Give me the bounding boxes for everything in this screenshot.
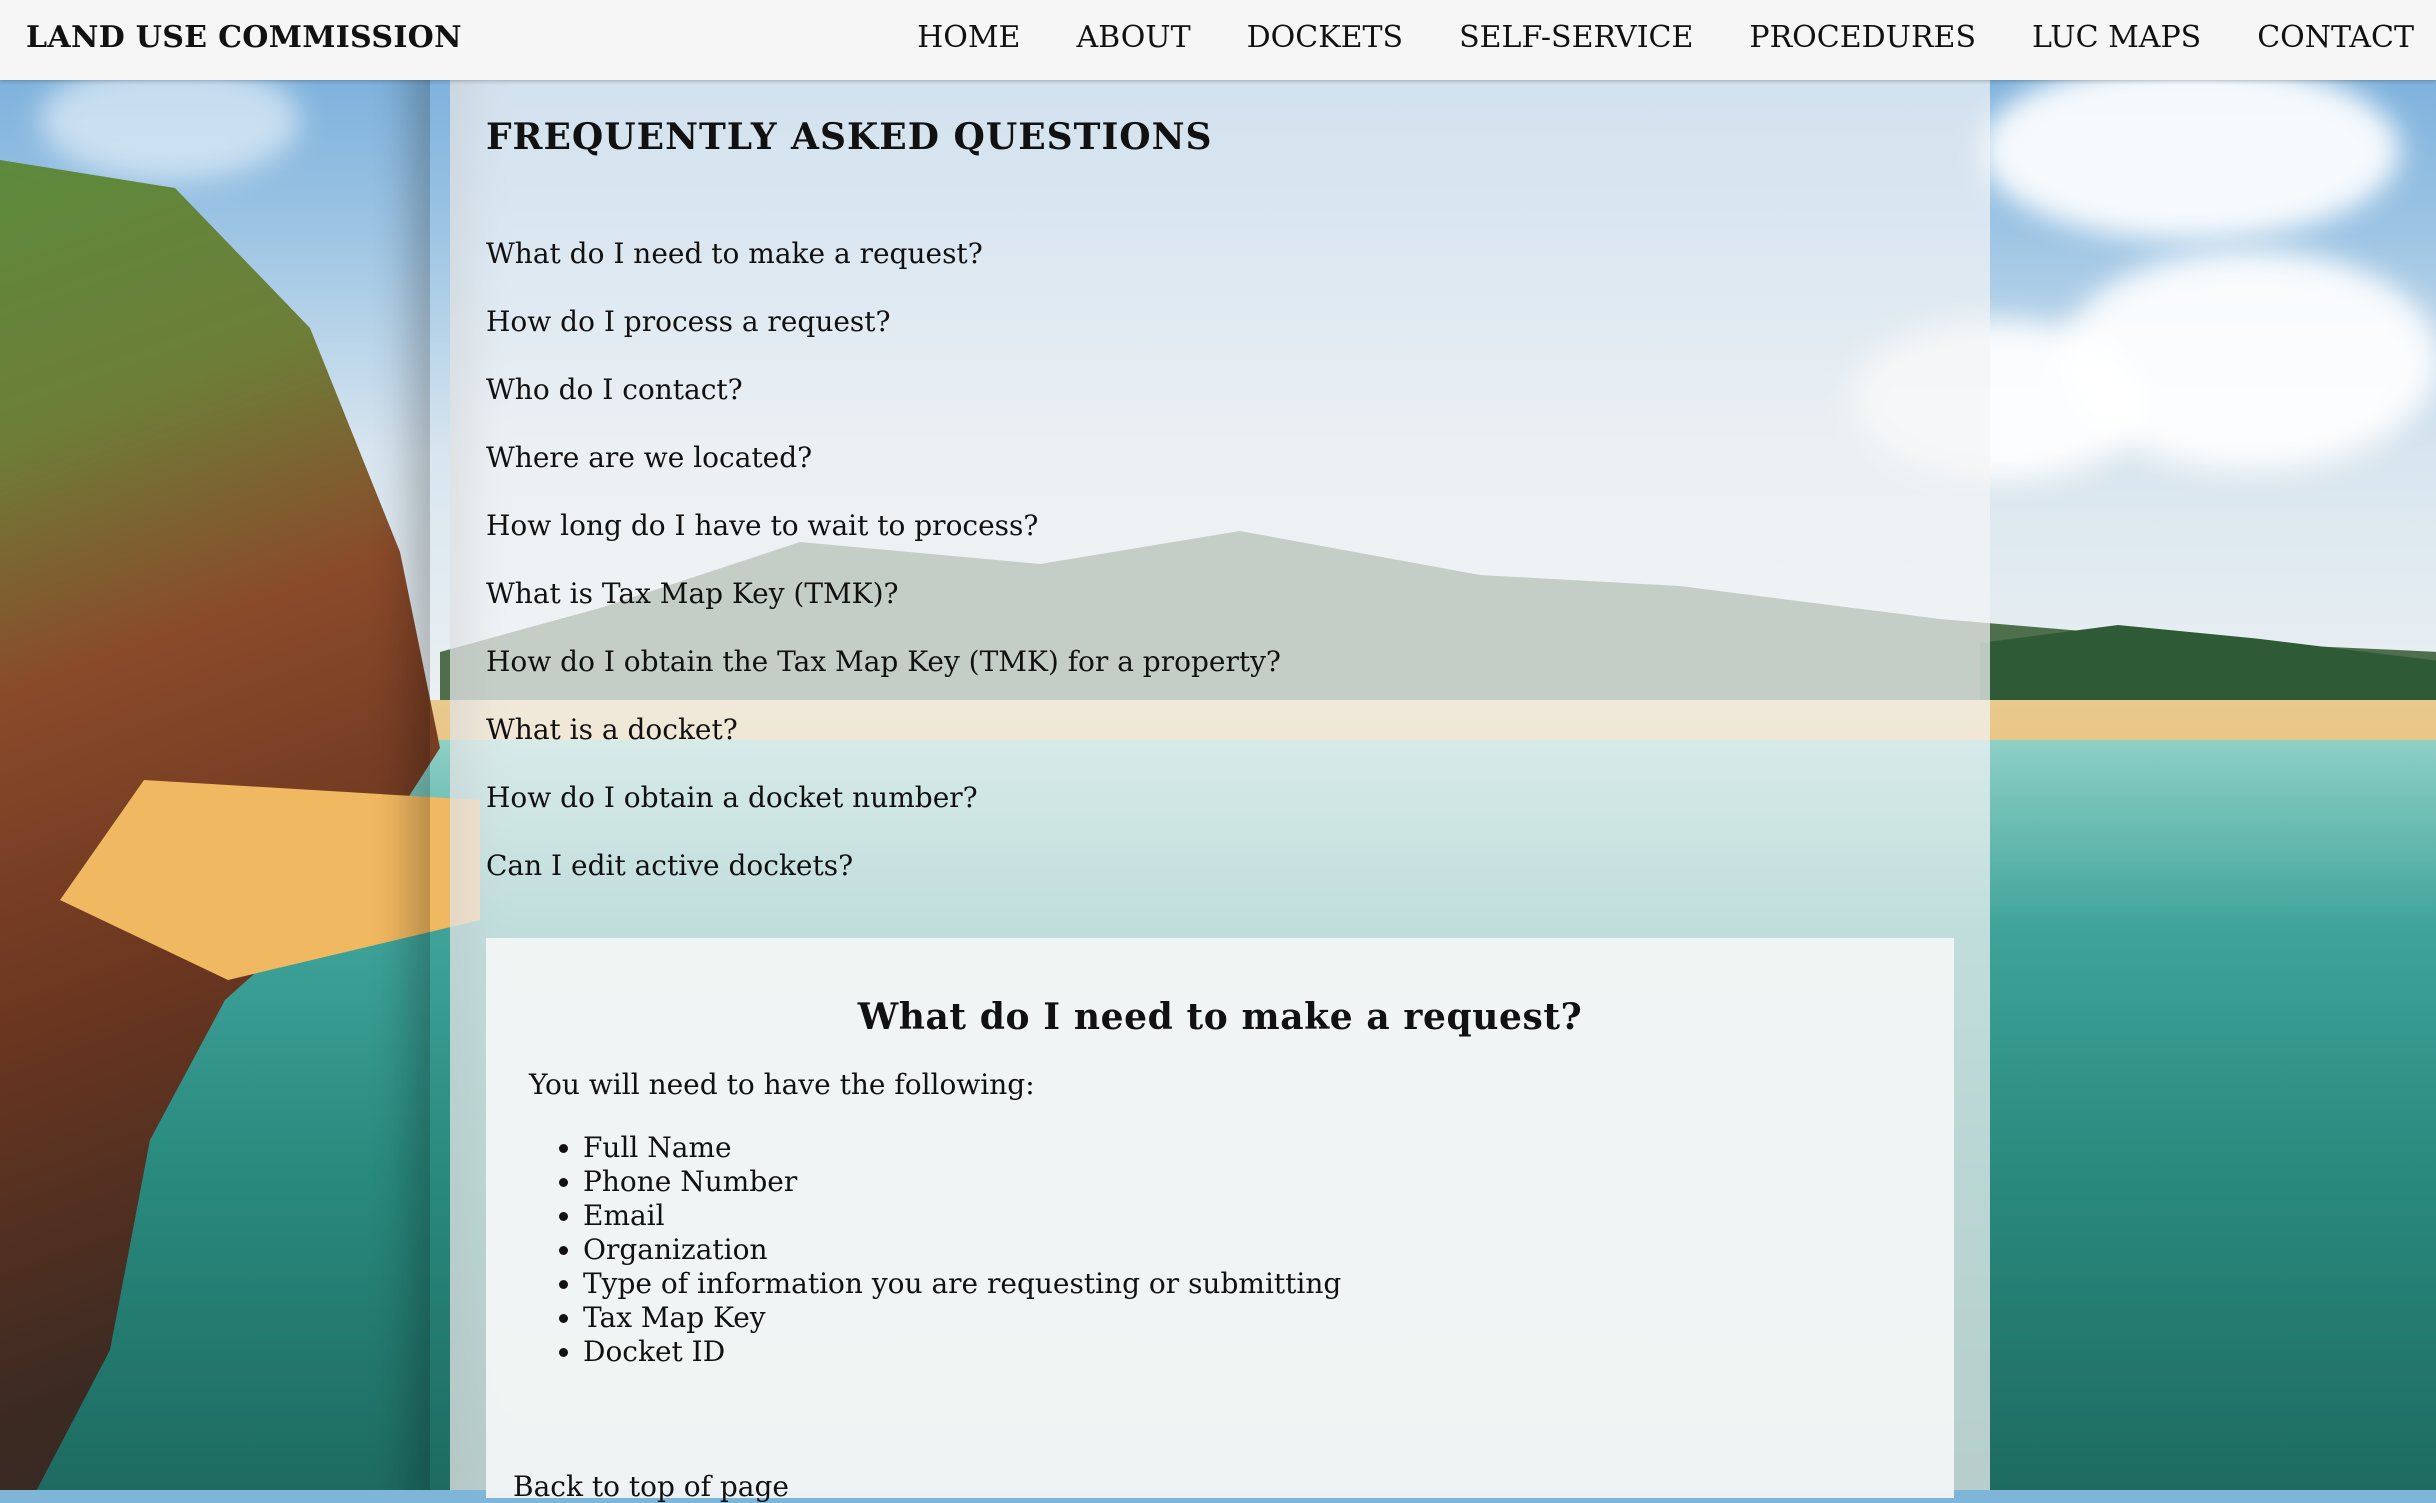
- answer-heading: What do I need to make a request?: [857, 996, 1583, 1038]
- nav-contact[interactable]: CONTACT: [2257, 20, 2414, 55]
- faq-link[interactable]: Who do I contact?: [486, 373, 743, 406]
- list-item: • Tax Map Key: [583, 1301, 1341, 1335]
- faq-link[interactable]: Where are we located?: [486, 441, 813, 474]
- nav-luc-maps[interactable]: LUC MAPS: [2032, 20, 2202, 55]
- answer-intro: You will need to have the following:: [529, 1068, 1035, 1101]
- faq-link[interactable]: What is Tax Map Key (TMK)?: [486, 577, 899, 610]
- faq-question-list: [486, 220, 1281, 900]
- faq-link[interactable]: How long do I have to wait to process?: [486, 509, 1039, 542]
- requirements-list: [541, 1131, 1341, 1369]
- list-item: • Email: [583, 1199, 1341, 1233]
- panel-shadow: [430, 0, 450, 1490]
- page-title: FREQUENTLY ASKED QUESTIONS: [486, 116, 1213, 158]
- faq-link[interactable]: How do I process a request?: [486, 305, 891, 338]
- nav-self-service[interactable]: SELF-SERVICE: [1459, 20, 1694, 55]
- answer-card: [486, 938, 1954, 1503]
- faq-link[interactable]: Can I edit active dockets?: [486, 849, 854, 882]
- top-navbar: [0, 0, 2436, 80]
- list-item: • Phone Number: [583, 1165, 1341, 1199]
- back-to-top-link[interactable]: Back to top of page: [513, 1470, 789, 1503]
- list-item: • Type of information you are requesting or submitting: [583, 1267, 1341, 1301]
- nav-about[interactable]: ABOUT: [1076, 20, 1191, 55]
- list-item: • Full Name: [583, 1131, 1341, 1165]
- nav-dockets[interactable]: DOCKETS: [1246, 20, 1404, 55]
- faq-link[interactable]: What is a docket?: [486, 713, 738, 746]
- main-nav: [861, 20, 2414, 55]
- cloud: [1980, 60, 2400, 240]
- faq-link[interactable]: How do I obtain a docket number?: [486, 781, 978, 814]
- list-item: • Docket ID: [583, 1335, 1341, 1369]
- faq-link[interactable]: How do I obtain the Tax Map Key (TMK) for a property?: [486, 645, 1281, 678]
- nav-procedures[interactable]: PROCEDURES: [1749, 20, 1977, 55]
- content-panel: [450, 80, 1990, 1503]
- nav-home[interactable]: HOME: [917, 20, 1021, 55]
- list-item: • Organization: [583, 1233, 1341, 1267]
- site-title[interactable]: LAND USE COMMISSION: [26, 20, 462, 55]
- faq-link[interactable]: What do I need to make a request?: [486, 237, 983, 270]
